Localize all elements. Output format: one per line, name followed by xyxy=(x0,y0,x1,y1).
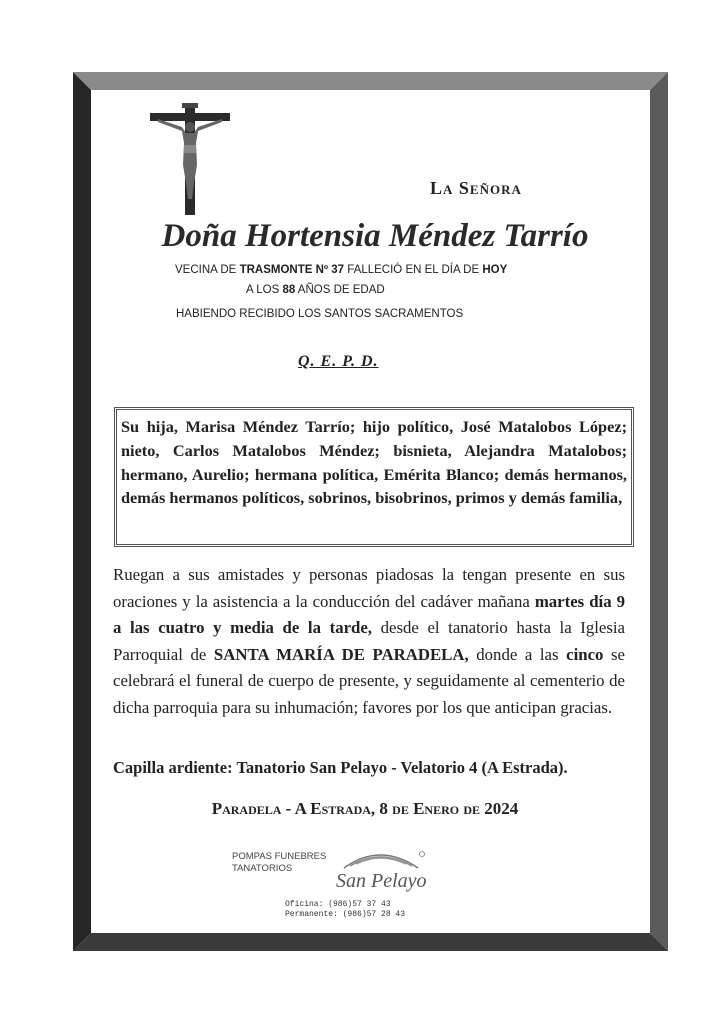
crucifix-icon xyxy=(150,103,230,215)
funeral-home-label: POMPAS FUNEBRES TANATORIOS xyxy=(232,851,327,874)
frame-right xyxy=(650,72,668,951)
deceased-name: Doña Hortensia Méndez Tarrío xyxy=(161,218,589,254)
frame-left xyxy=(73,72,91,951)
frame-top xyxy=(73,72,668,90)
logo-text: San Pelayo xyxy=(336,870,427,892)
phone-numbers xyxy=(285,900,405,920)
family-list: Su hija, Marisa Méndez Tarrío; hijo político, José Matalobos López; nieto, Carlos Matalobos Méndez; bisnieta, Alejandra Matalobos; hermano, Aurelio; hermana política, Emérita Blanco; demás hermanos, demás hermanos políticos, sobrinos, bisobrinos, primos y demás familia, xyxy=(121,417,627,508)
frame-bottom xyxy=(73,933,668,951)
sacraments-line: HABIENDO RECIBIDO LOS SANTOS SACRAMENTOS xyxy=(176,308,464,320)
place-date: Paradela - A Estrada, 8 de Enero de 2024 xyxy=(211,799,519,818)
qepd: Q. E. P. D. xyxy=(298,353,379,370)
title-la-senora: La Señora xyxy=(430,178,522,198)
chapel-info: Capilla ardiente: Tanatorio San Pelayo - Velatorio 4 (A Estrada). xyxy=(113,758,568,777)
family-box xyxy=(114,407,634,547)
notice-body: Ruegan a sus amistades y personas piadosas la tengan presente en sus oraciones y la asistencia a la conducción del cadáver mañana martes día 9 a las cuatro y media de la tarde, desde el tanatorio hasta la Iglesia Parroquial de SANTA MARÍA DE PARADELA, donde a las cinco se celebrará el funeral de cuerpo de presente, y seguidamente al cementerio de dicha parroquia para su inhumación; favores por los que anticipan gracias. xyxy=(113,565,626,717)
age-line: A LOS 88 AÑOS DE EDAD xyxy=(246,284,385,296)
permanent-phone: Permanente: (986)57 28 43 xyxy=(285,910,406,919)
residence-line: VECINA DE TRASMONTE Nº 37 FALLECIÓ EN EL DÍA DE HOY xyxy=(175,264,508,276)
office-phone: Oficina: (986)57 37 43 xyxy=(285,900,391,909)
